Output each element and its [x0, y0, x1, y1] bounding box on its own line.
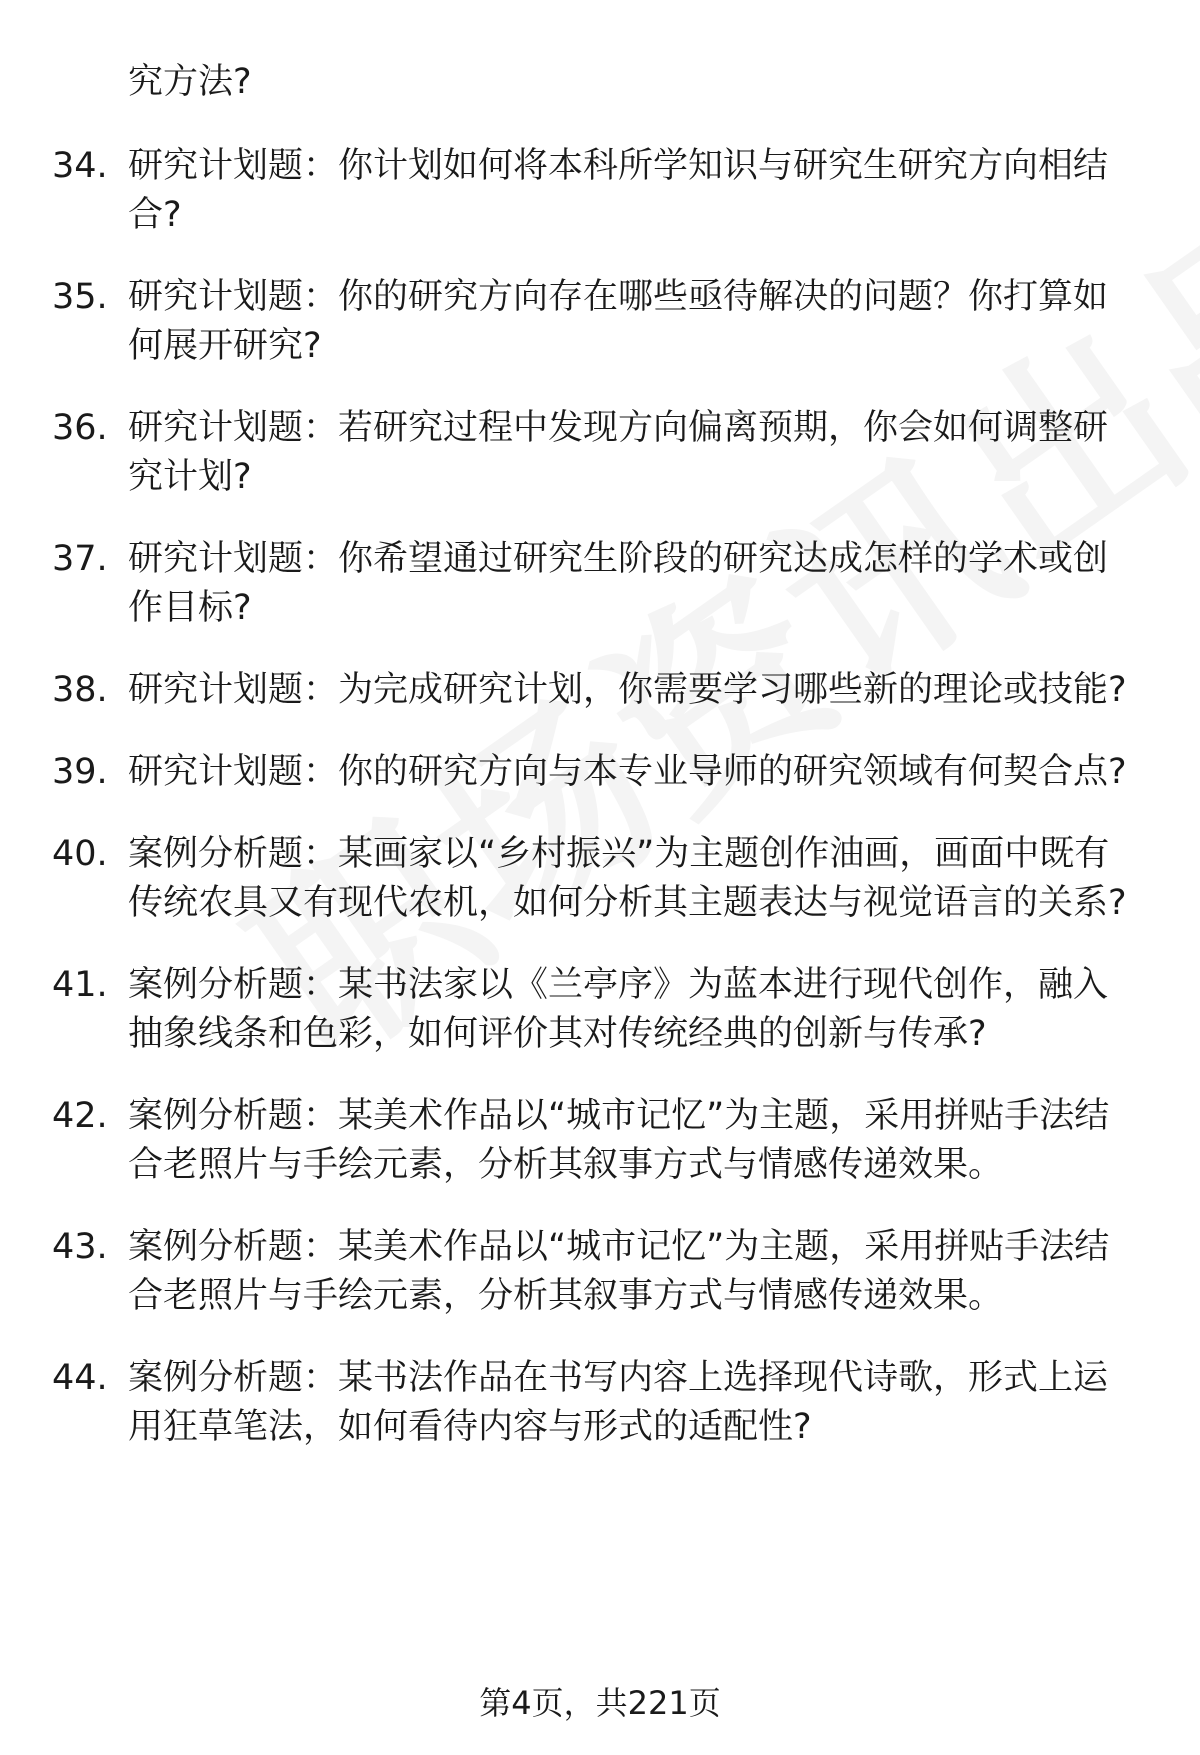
question-item [52, 535, 1142, 633]
question-item [52, 1092, 1142, 1190]
question-item [52, 666, 1142, 715]
question-text: 案例分析题：某书法作品在书写内容上选择现代诗歌，形式上运用狂草笔法，如何看待内容与形式的适配性? [128, 1358, 1109, 1447]
question-text: 研究计划题：你希望通过研究生阶段的研究达成怎样的学术或创作目标? [128, 539, 1109, 628]
question-item [52, 1223, 1142, 1321]
question-item [52, 830, 1142, 928]
question-number: 42. [52, 1096, 108, 1136]
question-text: 研究计划题：你的研究方向存在哪些亟待解决的问题？你打算如何展开研究? [128, 277, 1109, 366]
question-number: 37. [52, 539, 108, 579]
question-item [52, 404, 1142, 502]
question-text: 研究计划题：为完成研究计划，你需要学习哪些新的理论或技能? [128, 670, 1127, 710]
question-number: 38. [52, 670, 108, 710]
question-number: 34. [52, 146, 108, 186]
question-text: 案例分析题：某画家以“乡村振兴”为主题创作油画，画面中既有传统农具又有现代农机，如何分析其主题表达与视觉语言的关系? [128, 834, 1127, 923]
question-number: 43. [52, 1227, 108, 1267]
question-item [52, 748, 1142, 797]
question-number: 36. [52, 408, 108, 448]
question-text: 研究计划题：你计划如何将本科所学知识与研究生研究方向相结合? [128, 146, 1109, 235]
question-text: 案例分析题：某美术作品以“城市记忆”为主题，采用拼贴手法结合老照片与手绘元素，分析其叙事方式与情感传递效果。 [128, 1227, 1110, 1316]
question-number: 39. [52, 752, 108, 792]
question-list [52, 142, 1142, 1485]
question-number: 44. [52, 1358, 108, 1398]
continued-question-text: 究方法? [128, 62, 252, 102]
page-footer: 第4页，共221页 [479, 1684, 721, 1722]
question-item [52, 1354, 1142, 1452]
question-text: 研究计划题：你的研究方向与本专业导师的研究领域有何契合点? [128, 752, 1127, 792]
question-number: 40. [52, 834, 108, 874]
question-item [52, 273, 1142, 371]
question-item [52, 142, 1142, 240]
question-number: 41. [52, 965, 108, 1005]
question-number: 35. [52, 277, 108, 317]
question-text: 案例分析题：某书法家以《兰亭序》为蓝本进行现代创作，融入抽象线条和色彩，如何评价其对传统经典的创新与传承? [128, 965, 1109, 1054]
question-text: 案例分析题：某美术作品以“城市记忆”为主题，采用拼贴手法结合老照片与手绘元素，分析其叙事方式与情感传递效果。 [128, 1096, 1110, 1185]
question-text: 研究计划题：若研究过程中发现方向偏离预期，你会如何调整研究计划? [128, 408, 1109, 497]
question-item [52, 961, 1142, 1059]
